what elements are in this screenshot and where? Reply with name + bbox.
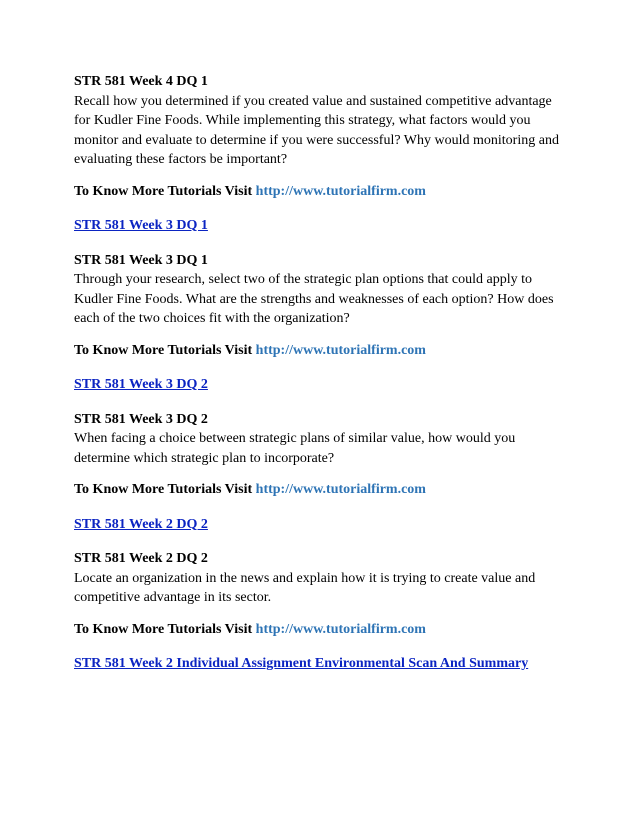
cta-label: To Know More Tutorials Visit: [74, 342, 256, 358]
question-block-week3-dq2: [74, 410, 566, 469]
tutorials-link[interactable]: http://www.tutorialfirm.com: [255, 342, 426, 358]
tutorials-link[interactable]: http://www.tutorialfirm.com: [255, 183, 426, 199]
question-title: STR 581 Week 3 DQ 2: [74, 411, 208, 427]
tutorials-link[interactable]: http://www.tutorialfirm.com: [255, 621, 426, 637]
question-body: Locate an organization in the news and explain how it is trying to create value and competitive advantage in its sector.: [74, 570, 536, 605]
link-week3-dq1[interactable]: STR 581 Week 3 DQ 1: [74, 218, 208, 233]
question-body: Through your research, select two of the strategic plan options that could apply to Kudler Fine Foods. What are the strengths and weaknesses of each option? How does each of the two choices fit with the organization?: [74, 272, 554, 326]
question-title: STR 581 Week 4 DQ 1: [74, 74, 208, 89]
question-block-week3-dq1: [74, 251, 566, 329]
question-block-week4-dq1: [74, 72, 566, 170]
link-week3-dq2[interactable]: STR 581 Week 3 DQ 2: [74, 377, 208, 392]
tutorials-cta: [74, 182, 566, 202]
question-body: When facing a choice between strategic plans of similar value, how would you determine which strategic plan to incorporate?: [74, 431, 516, 466]
cta-label: To Know More Tutorials Visit: [74, 183, 256, 199]
tutorials-cta: [74, 480, 566, 500]
tutorials-cta: [74, 620, 566, 640]
link-week2-dq2[interactable]: STR 581 Week 2 DQ 2: [74, 516, 208, 532]
question-title: STR 581 Week 2 DQ 2: [74, 551, 208, 566]
question-title: STR 581 Week 3 DQ 1: [74, 252, 208, 268]
question-block-week2-dq2: [74, 549, 566, 608]
tutorials-cta: [74, 341, 566, 361]
link-week2-individual-assignment[interactable]: STR 581 Week 2 Individual Assignment Environmental Scan And Summary: [74, 656, 529, 671]
question-body: Recall how you determined if you created value and sustained competitive advantage for Kudler Fine Foods. While implementing this strategy, what factors would you monitor and evaluate to determine if you were successful? Why would monitoring and evaluating these factors be important?: [74, 93, 559, 167]
cta-label: To Know More Tutorials Visit: [74, 482, 256, 497]
cta-label: To Know More Tutorials Visit: [74, 621, 256, 637]
tutorials-link[interactable]: http://www.tutorialfirm.com: [255, 482, 426, 497]
